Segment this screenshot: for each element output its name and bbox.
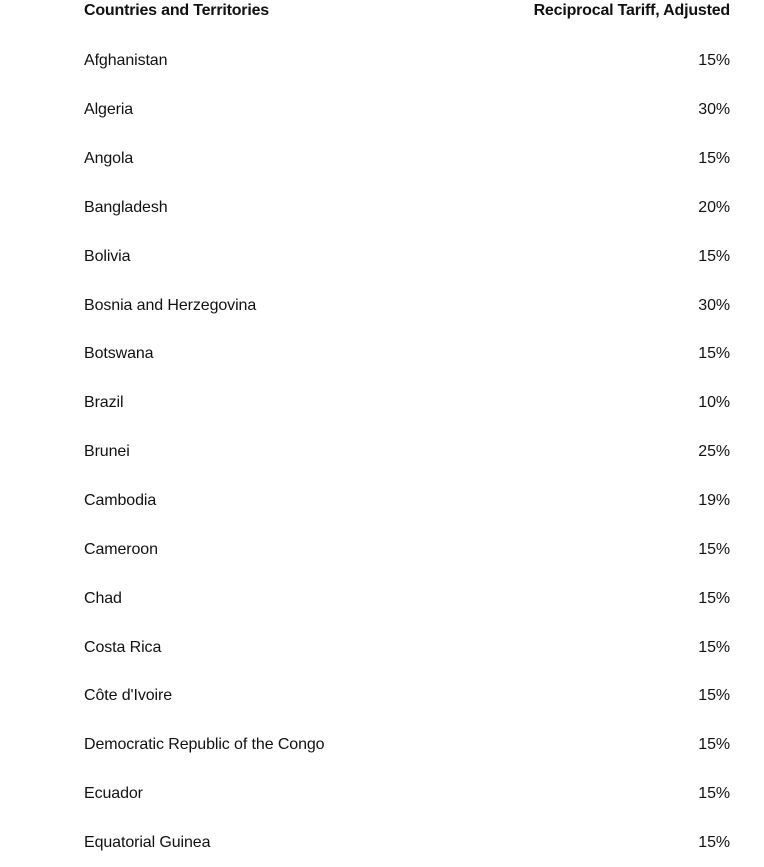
column-header-tariff: Reciprocal Tariff, Adjusted bbox=[534, 2, 730, 20]
country-name: Ecuador bbox=[84, 785, 143, 803]
tariff-rate: 30% bbox=[698, 101, 730, 119]
country-name: Angola bbox=[84, 150, 133, 168]
table-header bbox=[84, 0, 730, 22]
tariff-rate: 19% bbox=[698, 492, 730, 510]
table-row bbox=[84, 819, 730, 867]
table-row bbox=[84, 281, 730, 330]
table-row bbox=[84, 184, 730, 233]
tariff-rate: 20% bbox=[698, 199, 730, 217]
table-row bbox=[84, 428, 730, 477]
tariff-rate: 15% bbox=[698, 52, 730, 70]
country-name: Bolivia bbox=[84, 248, 130, 266]
table-row bbox=[84, 330, 730, 379]
tariff-rate: 15% bbox=[698, 541, 730, 559]
tariff-rate: 15% bbox=[698, 345, 730, 363]
country-name: Bosnia and Herzegovina bbox=[84, 297, 256, 315]
country-name: Costa Rica bbox=[84, 639, 161, 657]
table-row bbox=[84, 770, 730, 819]
column-header-country: Countries and Territories bbox=[84, 2, 269, 20]
tariff-rate: 10% bbox=[698, 394, 730, 412]
tariff-rate: 15% bbox=[698, 150, 730, 168]
table-row bbox=[84, 721, 730, 770]
table-row bbox=[84, 379, 730, 428]
tariff-rate: 15% bbox=[698, 639, 730, 657]
tariff-rate: 30% bbox=[698, 297, 730, 315]
table-row bbox=[84, 135, 730, 184]
country-name: Botswana bbox=[84, 345, 153, 363]
country-name: Cambodia bbox=[84, 492, 156, 510]
table-body bbox=[84, 37, 730, 867]
country-name: Afghanistan bbox=[84, 52, 167, 70]
table-row bbox=[84, 672, 730, 721]
table-row bbox=[84, 37, 730, 86]
tariff-rate: 15% bbox=[698, 736, 730, 754]
tariff-rate: 25% bbox=[698, 443, 730, 461]
tariff-rate: 15% bbox=[698, 834, 730, 852]
country-name: Côte d'Ivoire bbox=[84, 687, 172, 705]
table-row bbox=[84, 477, 730, 526]
tariff-table bbox=[84, 0, 730, 867]
tariff-rate: 15% bbox=[698, 785, 730, 803]
country-name: Brunei bbox=[84, 443, 130, 461]
tariff-rate: 15% bbox=[698, 687, 730, 705]
country-name: Cameroon bbox=[84, 541, 158, 559]
table-row bbox=[84, 574, 730, 623]
table-row bbox=[84, 525, 730, 574]
table-row bbox=[84, 623, 730, 672]
country-name: Algeria bbox=[84, 101, 133, 119]
country-name: Democratic Republic of the Congo bbox=[84, 736, 324, 754]
table-row bbox=[84, 232, 730, 281]
country-name: Bangladesh bbox=[84, 199, 168, 217]
country-name: Brazil bbox=[84, 394, 123, 412]
country-name: Equatorial Guinea bbox=[84, 834, 210, 852]
country-name: Chad bbox=[84, 590, 122, 608]
table-row bbox=[84, 86, 730, 135]
tariff-rate: 15% bbox=[698, 248, 730, 266]
tariff-rate: 15% bbox=[698, 590, 730, 608]
